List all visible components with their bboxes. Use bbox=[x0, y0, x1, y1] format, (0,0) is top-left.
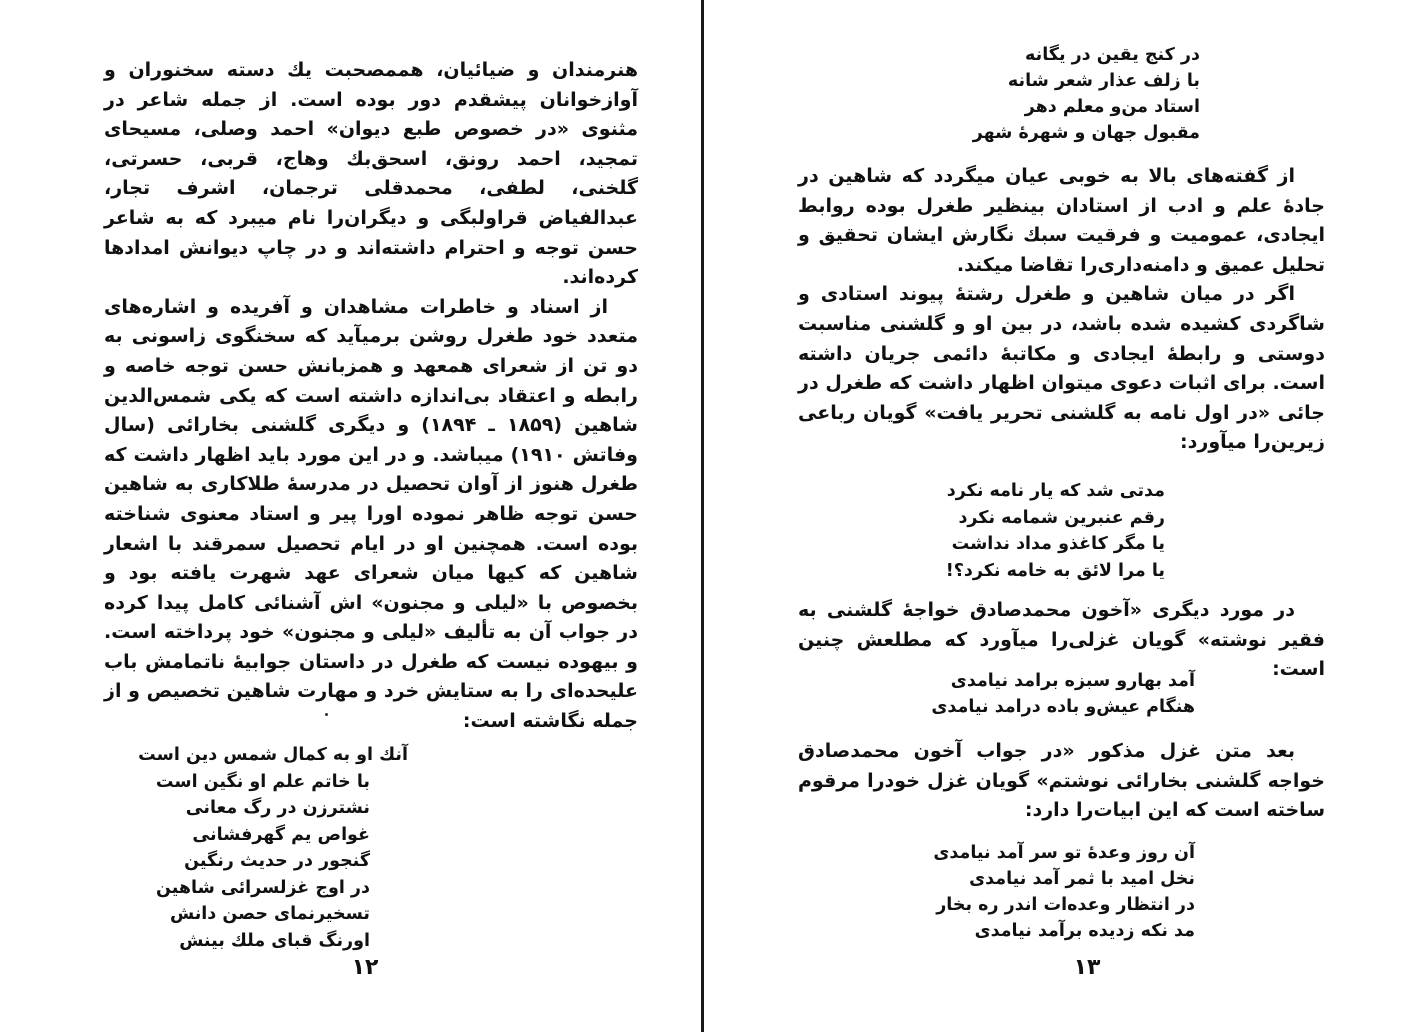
verse-line: در کنج یقین در یگانه bbox=[1025, 45, 1200, 65]
verse-line: تسخیرنمای حصن دانش bbox=[169, 904, 370, 924]
verse-line: نشترزن در رگ معانی bbox=[185, 798, 370, 818]
verse-line: آنك او به کمال شمس دین است bbox=[138, 745, 408, 765]
stray-dot bbox=[325, 713, 328, 716]
verse-line: با خاتم علم او نگین است bbox=[155, 771, 370, 792]
right-paragraph-1: از گفته‌های بالا به خوبی عیان میگردد که شاهین در جادهٔ علم و ادب از استادان بینظیر طغرل بوده روابط ایجادی، عمومیت و فرقیت سبك نگارش ایشان تحقیق و تحلیل عمیق و دامنه‌داری‌را تقاضا میکند. bbox=[798, 165, 1325, 276]
verse-line: هنگام عیش‌و باده درامد نیامدی bbox=[931, 697, 1195, 717]
right-paragraph-3: در مورد دیگری «آخون محمدصادق خواجهٔ گلشنی به فقیر نوشته» گویان غزلی‌را میآورد که مطلعش چنین است: bbox=[798, 599, 1325, 681]
verse-line: یا مگر کاغذو مداد نداشت bbox=[951, 534, 1165, 554]
verse-line: در اوج غزلسرائی شاهین bbox=[155, 877, 370, 898]
verse-line: رقم عنبرین شمامه نکرد bbox=[958, 507, 1165, 528]
verse-line: مد نکه زدیده برآمد نیامدی bbox=[974, 921, 1195, 941]
verse-line: یا مرا لائق به خامه نکرد؟! bbox=[945, 560, 1165, 581]
verse-line: گنجور در حدیث رنگین bbox=[184, 851, 370, 871]
verse-line: مقبول جهان و شهرهٔ شهر bbox=[972, 123, 1200, 143]
right-prose-3 bbox=[798, 737, 1325, 826]
page-12 bbox=[0, 0, 700, 1032]
page-number-right: ۱۳ bbox=[1073, 955, 1101, 980]
verse-line: نخل امید با ثمر آمد نیامدی bbox=[969, 869, 1195, 889]
right-verse-top bbox=[880, 42, 1200, 146]
right-verse-3 bbox=[895, 840, 1195, 944]
right-paragraph-4: بعد متن غزل مذکور «در جواب آخون محمدصادق خواجه گلشنی بخارائی نوشتم» گویان غزل خودرا مرقوم ساخته است که این ابیات‌را دارد: bbox=[798, 740, 1325, 822]
verse-line: آمد بهارو سبزه برامد نیامدی bbox=[950, 671, 1195, 691]
right-verse-2 bbox=[895, 668, 1195, 720]
verse-line: استاد من‌و معلم دهر bbox=[1024, 97, 1200, 117]
right-prose-1 bbox=[798, 162, 1325, 458]
verse-line: اورنگ قبای ملك بینش bbox=[179, 930, 370, 951]
verse-line: با زلف عذار شعر شانه bbox=[1007, 71, 1200, 91]
book-spine bbox=[701, 0, 704, 1032]
verse-line: آن روز وعدهٔ تو سر آمد نیامدی bbox=[933, 843, 1195, 863]
left-paragraph-1: هنرمندان و ضیائیان، هممصحبت یك دسته سخنوران و آوازخوانان پیشقدم دور بوده است. از جمله شاعر در مثنوی «در خصوص طبع دیوان» احمد وصلی، مسیحای تمجید، احمد رونق، اسحق‌بك وهاج، قربی، حسرتی، گلخنی، لطفی، محمدقلی ترجمان، اشرف تجار، عبدالفیاض قراولبگی و دیگران‌را نام میبرد که به شاعر حسن توجه و احترام داشته‌اند و در چاپ دیوانش امدادها کرده‌اند. bbox=[104, 59, 638, 289]
left-paragraph-2: از اسناد و خاطرات مشاهدان و آفریده و اشاره‌های متعدد خود طغرل روشن برمیآید که سخنگوی زاسونی به دو تن از شعرای همعهد و همزبانش حسن توجه خاصه و رابطه و اعتقاد بی‌اندازه داشته است که یکی شمس‌الدین شاهین (۱۸۵۹ ـ ۱۸۹۴) و دیگری گلشنی بخارائی (سال وفاتش ۱۹۱۰) میباشد. و در این مورد باید اظهار داشت که طغرل هنوز از آوان تحصیل در مدرسهٔ طلاکاری به شاهین حسن توجه ظاهر نموده اورا پیر و استاد معنوی شناخته بوده است. همچنین او در ایام تحصیل سمرقند با اشعار شاهین که کیها میان شعرای عهد شهرت یافته بود و بخصوص با «لیلی و مجنون» اش آشنائی کامل پیدا کرده در جواب آن به تألیف «لیلی و مجنون» خود پرداخته است. و بیهوده نیست که طغرل در داستان جوابیهٔ ناتمامش باب علیحده‌ای را به ستایش خرد و مهارت شاهین تخصیص و از جمله نگاشته است: bbox=[104, 295, 638, 733]
left-verse bbox=[70, 742, 408, 954]
page-13 bbox=[705, 0, 1405, 1032]
verse-line: در انتظار وعده‌ات اندر ره بخار bbox=[936, 895, 1195, 915]
verse-line: غواص یم گهرفشانی bbox=[192, 824, 370, 845]
right-paragraph-2: اگر در میان شاهین و طغرل رشتهٔ پیوند استادی و شاگردی کشیده شده باشد، در بین او و گلشنی مناسبت دوستی و رابطهٔ ایجادی و مکاتبهٔ دائمی جریان داشته است. برای اثبات دعوی میتوان اظهار داشت که طغرل در جائی «در اول نامه به گلشنی تحریر یافت» گویان رباعی زیرین‌را میآورد: bbox=[798, 283, 1325, 454]
verse-line: مدتی شد که یار نامه نکرد bbox=[946, 481, 1165, 501]
left-prose bbox=[104, 56, 638, 737]
right-verse-1 bbox=[865, 478, 1165, 584]
page-number-left: ۱۲ bbox=[351, 955, 379, 980]
